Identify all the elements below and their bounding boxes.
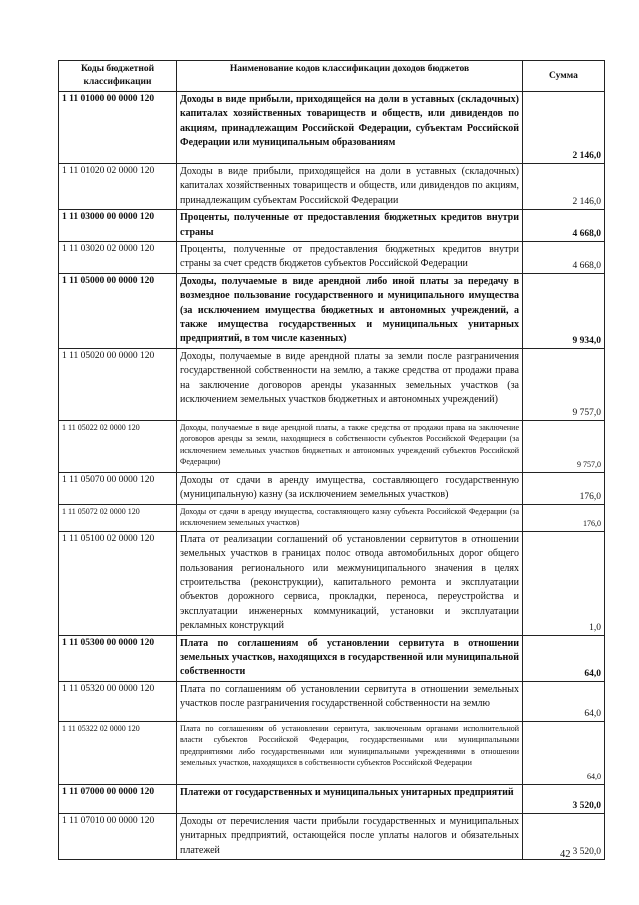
row-name: Доходы в виде прибыли, приходящейся на доли в уставных (складочных) капиталах хозяйственных товариществ и обществ, или дивидендов по акциям, принадлежащим субъектам Российской Федерации (177, 164, 523, 210)
row-name: Доходы, получаемые в виде арендной либо иной платы за передачу в возмездное пользование государственного и муниципального имущества (за исключением имущества бюджетных и автономных учреждений, а также имущества государственных и муниципальных унитарных предприятий, в том числе казенных) (177, 273, 523, 348)
row-code: 1 11 05320 00 0000 120 (59, 681, 177, 721)
row-code: 1 11 05322 02 0000 120 (59, 721, 177, 784)
row-code: 1 11 07010 00 0000 120 (59, 813, 177, 859)
table-row (59, 210, 605, 242)
row-code: 1 11 05100 02 0000 120 (59, 531, 177, 635)
header-name: Наименование кодов классификации доходов бюджетов (177, 61, 523, 92)
table-row (59, 420, 605, 472)
table-row (59, 531, 605, 635)
table-row (59, 721, 605, 784)
row-sum: 64,0 (523, 721, 605, 784)
table-row (59, 348, 605, 420)
row-sum: 1,0 (523, 531, 605, 635)
table-header-row (59, 61, 605, 92)
row-code: 1 11 05070 00 0000 120 (59, 472, 177, 504)
row-name: Доходы от сдачи в аренду имущества, составляющего государственную (муниципальную) казну (за исключением земельных участков) (177, 472, 523, 504)
row-sum: 176,0 (523, 504, 605, 531)
row-sum: 4 668,0 (523, 242, 605, 274)
row-sum: 4 668,0 (523, 210, 605, 242)
row-code: 1 11 03000 00 0000 120 (59, 210, 177, 242)
row-name: Платежи от государственных и муниципальных унитарных предприятий (177, 784, 523, 813)
row-code: 1 11 03020 02 0000 120 (59, 242, 177, 274)
row-code: 1 11 05022 02 0000 120 (59, 420, 177, 472)
table-row (59, 784, 605, 813)
table-row (59, 813, 605, 859)
row-name: Доходы от перечисления части прибыли государственных и муниципальных унитарных предприятий, остающейся после уплаты налогов и обязательных платежей (177, 813, 523, 859)
row-name: Доходы, получаемые в виде арендной платы, а также средства от продажи права на заключение договоров аренды за земли, находящиеся в собственности субъектов Российской Федерации (за исключением земельных участков бюджетных и автономных учреждений субъектов Российской Федерации) (177, 420, 523, 472)
row-code: 1 11 05000 00 0000 120 (59, 273, 177, 348)
row-sum: 9 934,0 (523, 273, 605, 348)
row-name: Плата по соглашениям об установлении сервитута, заключенным органами исполнительной власти субъектов Российской Федерации, государственными или муниципальными предприятиями либо государственными или муниципальными учреждениями в отношении земельных участков, находящихся в собственности субъектов Российской Федерации (177, 721, 523, 784)
row-name: Плата по соглашениям об установлении сервитута в отношении земельных участков, находящихся в государственной или муниципальной собственности (177, 635, 523, 681)
page-number: 42 (560, 849, 571, 860)
row-sum: 2 146,0 (523, 164, 605, 210)
row-name: Проценты, полученные от предоставления бюджетных кредитов внутри страны за счет средств бюджетов субъектов Российской Федерации (177, 242, 523, 274)
table-row (59, 273, 605, 348)
row-name: Доходы от сдачи в аренду имущества, составляющего казну субъекта Российской Федерации (за исключением земельных участков) (177, 504, 523, 531)
row-sum: 64,0 (523, 681, 605, 721)
row-code: 1 11 07000 00 0000 120 (59, 784, 177, 813)
row-code: 1 11 05020 00 0000 120 (59, 348, 177, 420)
row-code: 1 11 05072 02 0000 120 (59, 504, 177, 531)
table-row (59, 504, 605, 531)
row-code: 1 11 01020 02 0000 120 (59, 164, 177, 210)
row-name: Доходы, получаемые в виде арендной платы за земли после разграничения государственной собственности на землю, а также средства от продажи права на заключение договоров аренды указанных земельных участков (за исключением земельных участков бюджетных и автономных учреждений) (177, 348, 523, 420)
table-row (59, 635, 605, 681)
row-sum: 176,0 (523, 472, 605, 504)
row-sum: 2 146,0 (523, 92, 605, 164)
budget-revenue-table (58, 60, 605, 860)
row-name: Плата по соглашениям об установлении сервитута в отношении земельных участков после разграничения государственной собственности на землю (177, 681, 523, 721)
row-code: 1 11 01000 00 0000 120 (59, 92, 177, 164)
header-sum: Сумма (523, 61, 605, 92)
table-row (59, 681, 605, 721)
row-sum: 9 757,0 (523, 348, 605, 420)
header-code: Коды бюджетной классификации (59, 61, 177, 92)
row-name: Проценты, полученные от предоставления бюджетных кредитов внутри страны (177, 210, 523, 242)
row-sum: 3 520,0 (523, 784, 605, 813)
row-code: 1 11 05300 00 0000 120 (59, 635, 177, 681)
table-row (59, 92, 605, 164)
table-row (59, 472, 605, 504)
row-sum: 9 757,0 (523, 420, 605, 472)
row-name: Доходы в виде прибыли, приходящейся на доли в уставных (складочных) капиталах хозяйственных товариществ и обществ, или дивидендов по акциям, принадлежащим Российской Федерации, субъектам Российской Федерации или муниципальным образованиям (177, 92, 523, 164)
table-row (59, 164, 605, 210)
row-name: Плата от реализации соглашений об установлении сервитутов в отношении земельных участков в границах полос отвода автомобильных дорог общего пользования регионального или межмуниципального значения в целях строительства (реконструкции), капитального ремонта и эксплуатации объектов дорожного сервиса, прокладки, переноса, переустройства и эксплуатации инженерных коммуникаций, установки и эксплуатации рекламных конструкций (177, 531, 523, 635)
row-sum: 64,0 (523, 635, 605, 681)
table-row (59, 242, 605, 274)
row-sum: 3 520,0 (523, 813, 605, 859)
